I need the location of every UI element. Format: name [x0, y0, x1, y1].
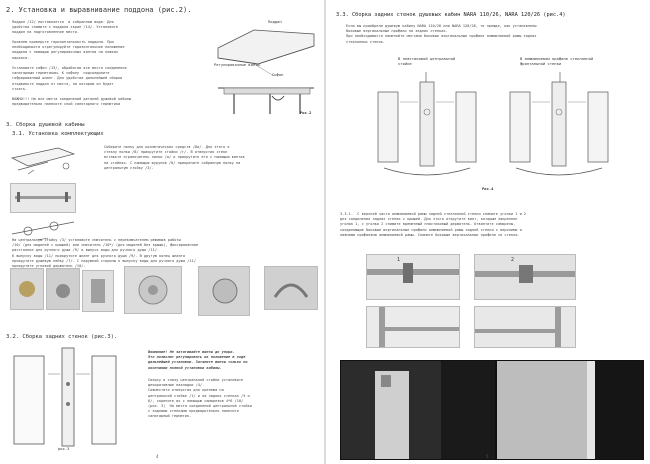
photo-label-2: 2 — [511, 257, 515, 263]
section32-title: 3.2. Сборка задних стенок (рис.3). — [6, 334, 118, 340]
fig3-caption: рис.3 — [58, 446, 70, 451]
fig4-caption: Рис.4 — [482, 186, 494, 191]
section3-title: 3. Сборка душевой кабины — [6, 122, 85, 128]
warning-note: Внимание! Не затягивайте винты до упора. Это позволит регулировать их положение в ходе дальнейшей установки. Затяните винты только по окончании полной установки кабины. — [148, 350, 248, 370]
corner-photo-1 — [366, 254, 460, 300]
fig4-label-right: В алюминиевом профиле стеклянной фронтальной стенки — [520, 56, 594, 66]
fitting-photo-1 — [10, 268, 44, 310]
fig4-drawing — [370, 52, 620, 200]
frame-photo-1-content — [367, 307, 459, 347]
shelf-assembly-drawing — [8, 140, 80, 180]
section31-text-2: На центральную стойку /3/ установите смеситель с переключателем режимов работы /10/ (для моделей с крышей) или смеситель /10*/ (для моделей без крыши), фиксированное расстояние для ручного душа /9/ и выпуск воды для ручного душа /11/. К выпуску воды /11/ прикрутите шланг для ручного душа /9/. В другую конец шланга прикрутите душевую лейку /7/. С наружной стороны к выпуску воды для ручного душа /11/ прикрутите угловой держатель /10/. — [12, 238, 199, 269]
mixer-photo — [124, 266, 182, 314]
shelf-photo-content — [11, 184, 75, 212]
page-number-right: 5 — [486, 454, 489, 459]
holder-photo-content — [265, 267, 317, 309]
corner-photo-2-content — [475, 255, 575, 299]
section33-intro: Если вы приобрели душевую кабину NARA 110/26 или NARA 120/26, то прежде, как установлены боковые вертикальные профили на задних стенках. При необходимости поменяйте местами боковые вертикальные профиля алюминиевой рамы задних стеклянных стенок. — [346, 24, 537, 44]
fig2-label-siphon: Сифон — [272, 72, 284, 77]
corner-photo-2 — [474, 254, 576, 300]
back-walls-drawing — [8, 344, 120, 454]
profile-photo-dark-1 — [340, 360, 496, 460]
figure-3-back-walls — [8, 344, 120, 454]
section31-title: 3.1. Установка комплектующих — [12, 131, 104, 137]
holder-photo — [264, 266, 318, 310]
fig4-label-left: В пластиковой центральной стойке — [398, 56, 456, 66]
left-page — [0, 0, 324, 464]
fig2-label-tray: Поддон — [268, 19, 282, 24]
section2-paragraph-3: Установите сифон /13/, обработав все места соединения санитарным герметиком. К сифону подсоедините гофрированный шланг. Для удобства дальнейшей сборки отодвиньте поддон от места, на котором он будет стоять. — [12, 66, 127, 91]
figure-2-tray — [214, 14, 318, 118]
fitting-photo-2-content — [47, 269, 79, 309]
section2-important-note: ВАЖНО!!! На все места соединений деталей душевой кабины предварительно нанесите слой санитарного герметика — [12, 97, 131, 107]
frame-photo-1 — [366, 306, 460, 348]
frame-photo-2 — [474, 306, 576, 348]
frame-photo-2-content — [475, 307, 575, 347]
hose-photo — [198, 266, 250, 316]
fig2-label-screws: Регулировочные винты — [214, 62, 260, 67]
fitting-photo-3 — [82, 270, 114, 312]
profile-photo-dark-2 — [496, 360, 644, 460]
profile-photo-dark-1-content — [341, 361, 495, 459]
fitting-photo-2 — [46, 268, 80, 310]
fig2-caption: Рис.2 — [300, 110, 312, 115]
shelf-drawing — [8, 140, 80, 180]
figure-4 — [370, 52, 620, 200]
mixer-photo-content — [125, 267, 181, 313]
fitting-photo-1-content — [11, 269, 43, 309]
section331-text: 3.3.1. С верхней части алюминиевой рамы задней стеклянной стенки снимите уголки 1 и 2 для соединения задних стенок с крышей. Для этого открутите винт, которым закреплен уголок 1, с уголка 2 снимите временный пластиковый держатель. Отвинтите саморезы, соединяющие боковые вертикальные профили алюминиевой рамы задней стенки с верхними и нижними профилями алюминиевой рамы. Снимите боковые вертикальные профили со стекла. — [340, 212, 527, 237]
section2-paragraph-2: Уровнем проверьте горизонтальность поддона. При необходимости отрегулируйте горизонтальное положение поддона с помощью регулировочных винтов на ножках каркаса. — [12, 40, 125, 60]
section2-paragraph-1: Поддон /12/ поставляется в собранном виде. Для удобства снимите с поддона экран /14/. Установите поддон на подготовленное место. — [12, 20, 119, 35]
profile-photo-dark-2-content — [497, 361, 643, 459]
right-page — [326, 0, 650, 464]
section33-title: 3.3. Сборка задних стенок душевых кабин NARA 110/26, NARA 120/26 (рис.4) — [336, 12, 566, 18]
section31-text: Соберите полку для косметических средств /8а/. Для этого к стеклу полки /8/ прикрутите стойки /г/. В отверстия стекл вставьте ограничитель полки /а/ и прикрутите его с помощью винтов на стойках. С помощью шурупов /б/ прикрепите собранную полку на центральную стойку /3/. — [104, 145, 245, 170]
section2-title: 2. Установка и выравнивание поддона (рис.2). — [6, 6, 192, 14]
corner-photo-1-content — [367, 255, 459, 299]
photo-label-1: 1 — [397, 257, 401, 263]
section32-text: Сверху и снизу центральной стойки установите декоративные накладки /4/. Совместите отверстия для крепежа на центральной стойке /1/ и на задних стенках /5 и 6/, скрепите их с помощью саморезов 4*6 /10/ (рис. 3) На места соединений центральной стойки с задними стенками предварительно нанесите санитарный герметик. — [148, 378, 252, 419]
fitting-photo-3-content — [83, 271, 113, 311]
page-number-left: 4 — [156, 454, 159, 459]
hose-photo-content — [199, 267, 249, 315]
shelf-photo — [10, 183, 76, 213]
